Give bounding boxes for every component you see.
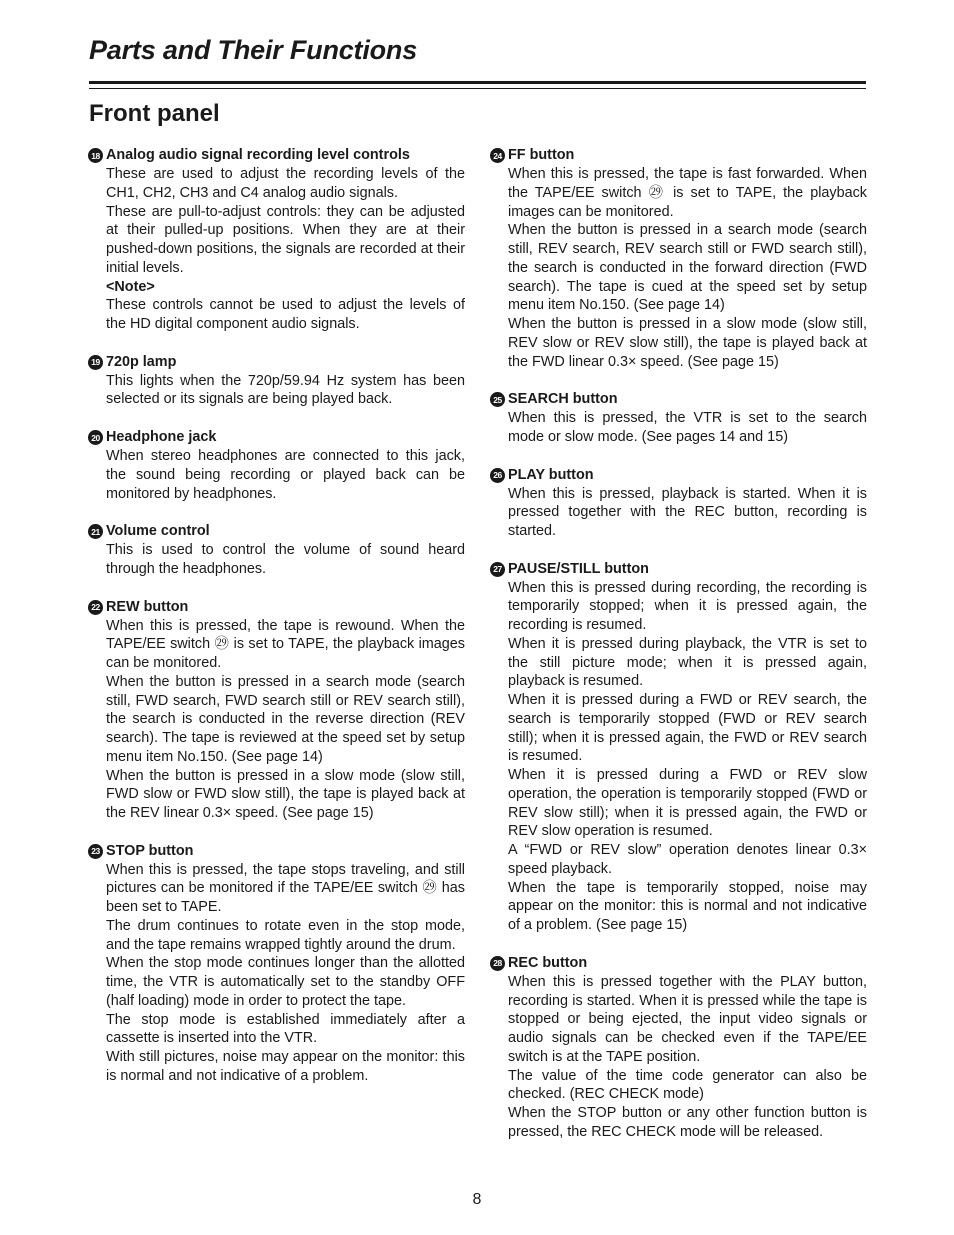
page-header (89, 32, 866, 68)
item-paragraph: When the button is pressed in a slow mode (slow still, FWD slow or FWD slow still), the tape is played back at the REV linear 0.3× speed. (See page 15) (106, 767, 465, 822)
item-22 (88, 598, 465, 823)
item-number-badge: 19 (88, 355, 103, 370)
item-number-badge: 27 (490, 562, 505, 577)
item-number-badge: 23 (88, 844, 103, 859)
item-title: STOP button (106, 842, 194, 859)
item-title: Volume control (106, 523, 210, 540)
item-25 (490, 390, 867, 447)
item-paragraph: When it is pressed during playback, the VTR is set to the still picture mode; when it is pressed again, playback is resumed. (508, 635, 867, 690)
section-title: Front panel (89, 100, 220, 127)
item-paragraph: These controls cannot be used to adjust the levels of the HD digital component audio signals. (106, 297, 465, 332)
item-heading (490, 560, 867, 579)
item-paragraph: When this is pressed, the VTR is set to the search mode or slow mode. (See pages 14 and 15) (508, 410, 867, 445)
item-paragraph: When this is pressed, the tape is rewound. When the TAPE/EE switch ㉙ is set to TAPE, the playback images can be monitored. (106, 617, 465, 672)
item-heading (490, 954, 867, 973)
item-21 (88, 522, 465, 579)
item-heading (88, 842, 465, 861)
header-rule-thick (89, 81, 866, 84)
item-26 (490, 466, 867, 541)
page-title: Parts and Their Functions (89, 35, 418, 65)
item-heading (88, 353, 465, 372)
item-paragraph: These are used to adjust the recording levels of the CH1, CH2, CH3 and C4 analog audio signals. (106, 166, 465, 201)
item-paragraph: This lights when the 720p/59.94 Hz system has been selected or its signals are being played back. (106, 372, 465, 408)
item-paragraph: This is used to control the volume of sound heard through the headphones. (106, 542, 465, 577)
item-number-badge: 22 (88, 600, 103, 615)
item-number-badge: 25 (490, 392, 505, 407)
item-paragraph: When the STOP button or any other function button is pressed, the REC CHECK mode will be released. (508, 1105, 867, 1140)
item-number-badge: 20 (88, 430, 103, 445)
item-20 (88, 428, 465, 503)
item-number-badge: 24 (490, 148, 505, 163)
item-paragraph: When this is pressed, the tape is fast forwarded. When the TAPE/EE switch ㉙ is set to TAPE, the playback images can be monitored. (508, 166, 867, 220)
item-paragraph: The stop mode is established immediately after a cassette is inserted into the VTR. (106, 1011, 465, 1047)
left-column (88, 146, 465, 1105)
item-paragraph: A “FWD or REV slow” operation denotes linear 0.3× speed playback. (508, 842, 867, 877)
item-title: FF button (508, 147, 575, 163)
item-28 (490, 954, 867, 1142)
item-heading (88, 522, 465, 541)
item-heading (88, 598, 465, 617)
item-heading (490, 390, 867, 409)
item-paragraph: When the button is pressed in a search mode (search still, REV search, REV search still or FWD search still), the search is conducted in the forward direction (FWD search). The tape is cued at the speed set by setup menu item No.150. (See page 14) (508, 222, 867, 314)
item-number-badge: 18 (88, 148, 103, 163)
item-paragraph: The drum continues to rotate even in the stop mode, and the tape remains wrapped tightly around the drum. (106, 917, 465, 953)
item-title: PLAY button (508, 466, 594, 483)
item-number-badge: 28 (490, 956, 505, 971)
item-19 (88, 353, 465, 410)
item-paragraph: When this is pressed, playback is started. When it is pressed together with the REC button, recording is started. (508, 485, 867, 540)
item-title: 720p lamp (106, 353, 177, 370)
item-number-badge: 21 (88, 524, 103, 539)
item-title: SEARCH button (508, 391, 618, 408)
item-paragraph: When this is pressed during recording, the recording is temporarily stopped; when it is pressed again, the recording is resumed. (508, 579, 867, 634)
item-paragraph: When this is pressed together with the PLAY button, recording is started. When it is pressed while the tape is stopped or being ejected, the input video signals or audio signals can be checked even if the TAPE/EE switch is at the TAPE position. (508, 973, 867, 1065)
note-label: <Note> (106, 278, 155, 295)
item-paragraph: When this is pressed, the tape stops traveling, and still pictures can be monitored if the TAPE/EE switch ㉙ has been set to TAPE. (106, 861, 465, 916)
item-heading (88, 146, 465, 165)
item-heading (490, 466, 867, 485)
item-paragraph: With still pictures, noise may appear on the monitor: this is normal and not indicative of a problem. (106, 1049, 465, 1084)
item-number-badge: 26 (490, 468, 505, 483)
item-paragraph: These are pull-to-adjust controls: they can be adjusted at their pulled-up positions. When they are at their pushed-down positions, the signals are recorded at their initial levels. (106, 203, 465, 276)
item-title: REW button (106, 598, 189, 615)
item-paragraph: When the button is pressed in a search mode (search still, FWD search, FWD search still or REV search still), the search is conducted in the reverse direction (REV search). The tape is reviewed at the speed set by setup menu item No.150. (See page 14) (106, 673, 465, 765)
item-paragraph: The value of the time code generator can also be checked. (REC CHECK mode) (508, 1067, 867, 1103)
item-heading (490, 146, 867, 165)
item-paragraph: When the tape is temporarily stopped, noise may appear on the monitor: this is normal and not indicative of a problem. (See page 15) (508, 879, 867, 934)
item-title: REC button (508, 954, 588, 971)
item-paragraph: When the button is pressed in a slow mode (slow still, REV slow or REV slow still), the tape is played back at the FWD linear 0.3× speed. (See page 15) (508, 316, 867, 370)
item-paragraph: When the stop mode continues longer than the allotted time, the VTR is automatically set to the standby OFF (half loading) mode in order to protect the tape. (106, 955, 465, 1009)
item-24 (490, 146, 867, 371)
item-27 (490, 560, 867, 935)
item-title: Analog audio signal recording level controls (106, 147, 410, 163)
header-rule-thin (89, 88, 866, 89)
item-18 (88, 146, 465, 334)
right-column (490, 146, 867, 1160)
item-title: Headphone jack (106, 429, 217, 446)
item-23 (88, 842, 465, 1086)
item-heading (88, 428, 465, 447)
item-paragraph: When it is pressed during a FWD or REV search, the search is temporarily stopped (FWD or REV search still); when it is pressed again, the FWD or REV search is resumed. (508, 692, 867, 765)
item-paragraph: When it is pressed during a FWD or REV slow operation, the operation is temporarily stopped (FWD or REV slow still); when it is pressed again, the FWD or REV slow operation is resumed. (508, 767, 867, 840)
item-paragraph: When stereo headphones are connected to this jack, the sound being recording or played back can be monitored by headphones. (106, 448, 465, 502)
item-title: PAUSE/STILL button (508, 560, 649, 577)
page-number: 8 (472, 1191, 482, 1208)
